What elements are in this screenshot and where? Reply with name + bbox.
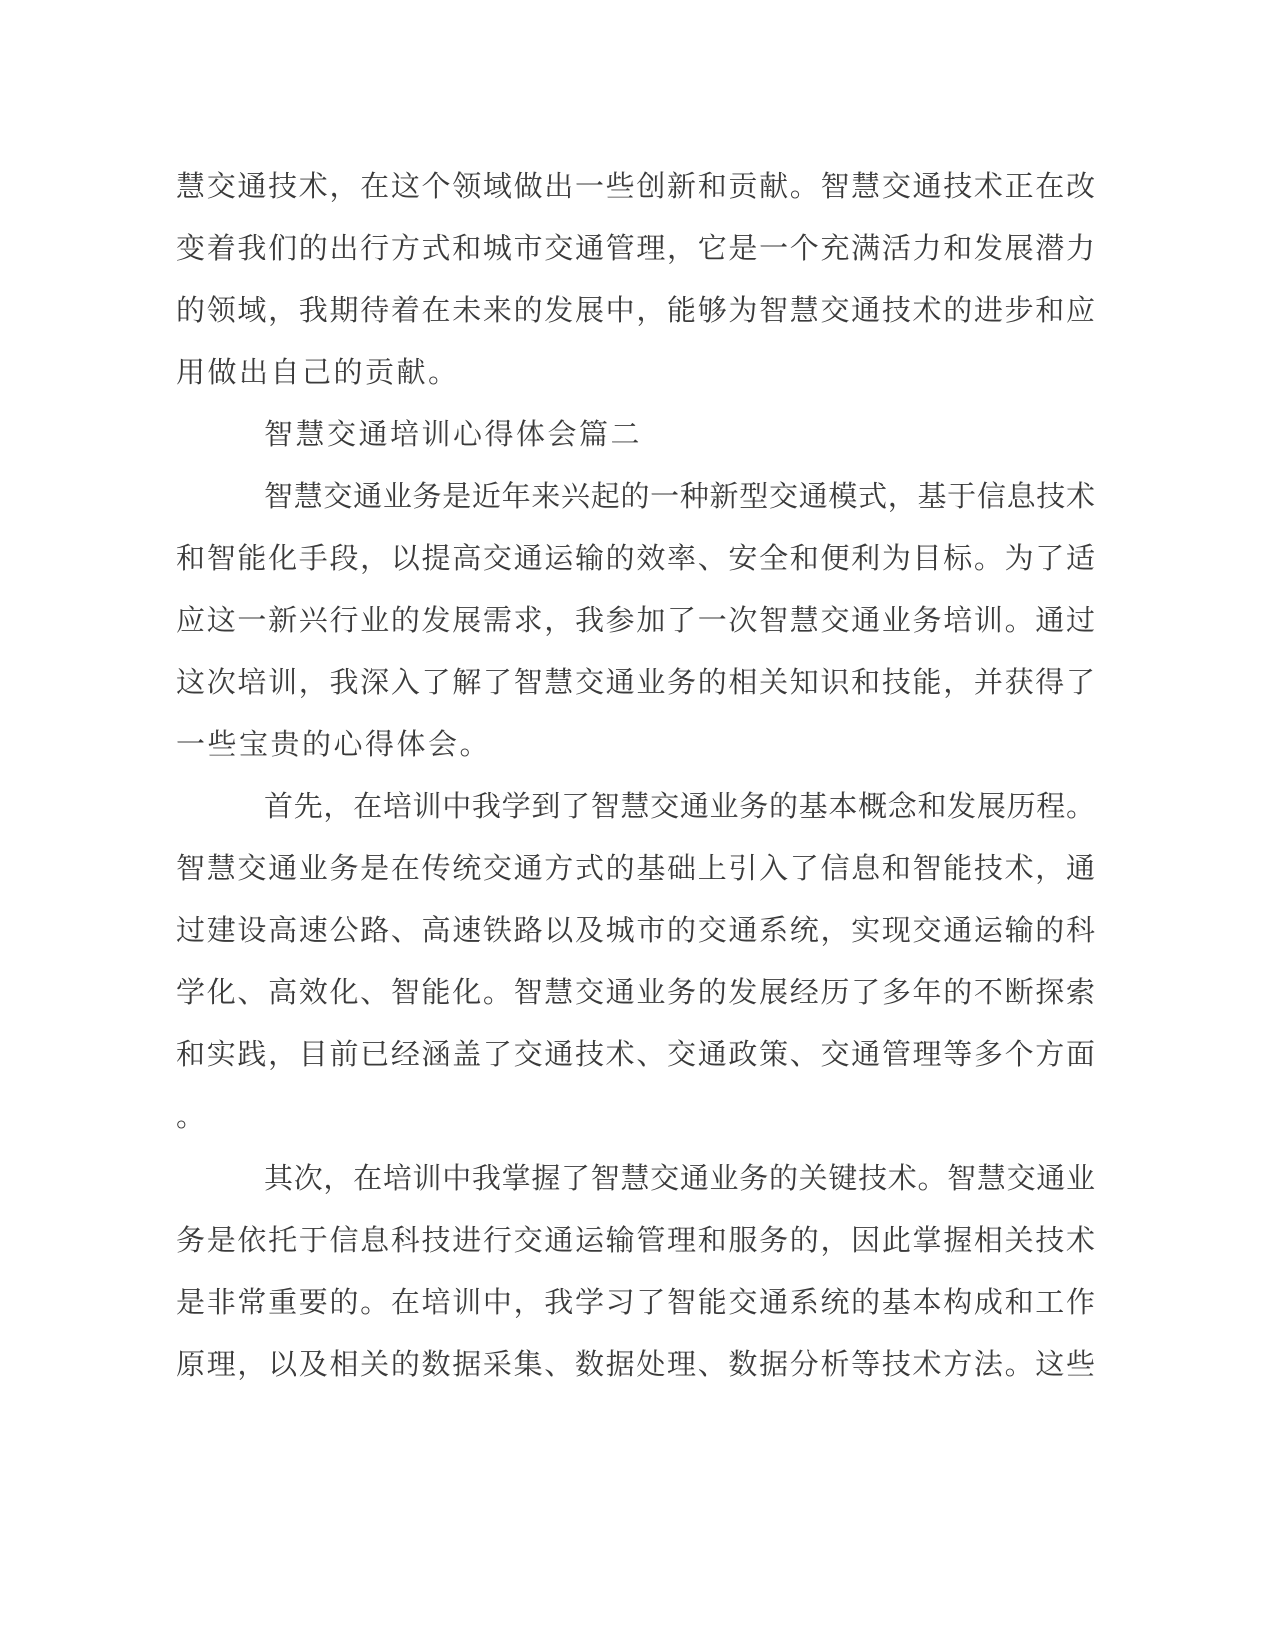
text-line: 的领域，我期待着在未来的发展中，能够为智慧交通技术的进步和应 [176, 295, 1095, 327]
text-column [176, 156, 1095, 1396]
text-line: 慧交通技术，在这个领域做出一些创新和贡献。智慧交通技术正在改 [176, 171, 1095, 203]
text-line: 。 [176, 1101, 208, 1133]
text-line: 原理，以及相关的数据采集、数据处理、数据分析等技术方法。这些 [176, 1349, 1095, 1381]
text-line: 是非常重要的。在培训中，我学习了智能交通系统的基本构成和工作 [176, 1287, 1095, 1319]
text-line: 其次，在培训中我掌握了智慧交通业务的关键技术。智慧交通业 [264, 1163, 1095, 1195]
section-heading: 智慧交通培训心得体会篇二 [264, 419, 643, 451]
text-line: 智慧交通业务是在传统交通方式的基础上引入了信息和智能技术，通 [176, 853, 1095, 885]
text-line: 务是依托于信息科技进行交通运输管理和服务的，因此掌握相关技术 [176, 1225, 1095, 1257]
text-line: 变着我们的出行方式和城市交通管理，它是一个充满活力和发展潜力 [176, 233, 1095, 265]
text-line: 用做出自己的贡献。 [176, 357, 460, 389]
text-line: 学化、高效化、智能化。智慧交通业务的发展经历了多年的不断探索 [176, 977, 1095, 1009]
text-line: 过建设高速公路、高速铁路以及城市的交通系统，实现交通运输的科 [176, 915, 1095, 947]
text-line: 和实践，目前已经涵盖了交通技术、交通政策、交通管理等多个方面 [176, 1039, 1095, 1071]
text-line: 智慧交通业务是近年来兴起的一种新型交通模式，基于信息技术 [264, 481, 1095, 513]
text-line: 和智能化手段，以提高交通运输的效率、安全和便利为目标。为了适 [176, 543, 1095, 575]
text-line: 应这一新兴行业的发展需求，我参加了一次智慧交通业务培训。通过 [176, 605, 1095, 637]
text-line: 一些宝贵的心得体会。 [176, 729, 492, 761]
text-line: 这次培训，我深入了解了智慧交通业务的相关知识和技能，并获得了 [176, 667, 1095, 699]
text-line: 首先，在培训中我学到了智慧交通业务的基本概念和发展历程。 [264, 791, 1095, 823]
